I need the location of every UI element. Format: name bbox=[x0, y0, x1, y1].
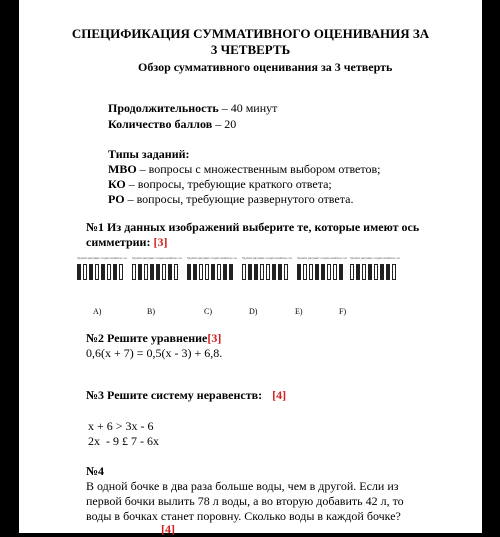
task1-label: симметрии: bbox=[86, 235, 154, 249]
figure-card bbox=[187, 256, 239, 302]
option-b: B) bbox=[147, 307, 155, 316]
figure-caption: Удалите рисунки: создать нечётное сол bbox=[350, 256, 400, 260]
task-type-abbr: КО bbox=[108, 177, 126, 191]
figure-glyphs bbox=[242, 264, 294, 280]
task-type-abbr: МВО bbox=[108, 162, 137, 176]
points-line bbox=[108, 117, 236, 132]
points-label: Количество баллов bbox=[108, 117, 213, 131]
task4-line-3: воды в бочках станет поровну. Сколько воды в каждой бочке? bbox=[86, 509, 401, 523]
task4-line-2: первой бочки вылить 78 л воды, а во вторую добавить 42 л, то bbox=[86, 494, 404, 508]
option-c: C) bbox=[204, 307, 212, 316]
option-f: F) bbox=[339, 307, 347, 316]
task1-score: [3] bbox=[153, 235, 168, 249]
figure-caption: Удалите рисунки: создать нечётное сол bbox=[187, 256, 237, 260]
duration-value: – 40 минут bbox=[218, 101, 278, 115]
figure-glyphs bbox=[132, 264, 184, 280]
points-value: – 20 bbox=[212, 117, 237, 131]
figure-card bbox=[350, 256, 402, 302]
task-type-text: – вопросы, требующие краткого ответа; bbox=[125, 177, 332, 191]
task2-score: [3] bbox=[207, 331, 222, 345]
document-page bbox=[19, 0, 482, 536]
symmetry-figures bbox=[77, 256, 402, 302]
task3-heading bbox=[86, 388, 286, 403]
task2-heading bbox=[86, 331, 221, 346]
figure-card bbox=[242, 256, 294, 302]
option-e: E) bbox=[295, 307, 303, 316]
task-type-text: – вопросы, требующие развернутого ответа. bbox=[124, 192, 354, 206]
task-type-mvo bbox=[108, 162, 380, 177]
task2-equation: 0,6(х + 7) = 0,5(х - 3) + 6,8. bbox=[86, 346, 223, 360]
task3-score: [4] bbox=[272, 388, 287, 402]
figure-glyphs bbox=[297, 264, 349, 280]
figure-caption: Удалите рисунки: создать нечётное сол bbox=[132, 256, 182, 260]
figure-caption: Удалите рисунки: создать нечётное сол bbox=[297, 256, 347, 260]
task3-label: №3 Решите систему неравенств: bbox=[86, 388, 263, 402]
task4-score: [4] bbox=[161, 522, 175, 536]
task-types-heading: Типы заданий: bbox=[108, 147, 190, 161]
figure-caption: Удалите рисунки: создать нечётное сол bbox=[242, 256, 292, 260]
task-type-text: – вопросы с множественным выбором ответов; bbox=[136, 162, 381, 176]
title-line-1: СПЕЦИФИКАЦИЯ СУММАТИВНОГО ОЦЕНИВАНИЯ ЗА bbox=[71, 26, 430, 41]
task-type-ko bbox=[108, 177, 332, 192]
figure-card bbox=[132, 256, 184, 302]
duration-line bbox=[108, 101, 277, 116]
figure-glyphs bbox=[187, 264, 239, 280]
task-type-abbr: РО bbox=[108, 192, 125, 206]
task3-inequality-1: x + 6 > 3x - 6 bbox=[88, 419, 154, 433]
figure-card bbox=[77, 256, 129, 302]
task4-line-1: В одной бочке в два раза больше воды, чем в другой. Если из bbox=[86, 479, 399, 493]
task4-heading: №4 bbox=[86, 464, 105, 478]
figure-glyphs bbox=[77, 264, 129, 280]
task1-line-2 bbox=[86, 235, 167, 250]
option-d: D) bbox=[249, 307, 258, 316]
task-type-ro bbox=[108, 192, 353, 207]
duration-label: Продолжительность bbox=[108, 101, 219, 115]
option-a: A) bbox=[93, 307, 102, 316]
task3-inequality-2: 2x - 9 £ 7 - 6x bbox=[88, 434, 159, 448]
subtitle: Обзор суммативного оценивания за 3 четверть bbox=[138, 60, 393, 74]
figure-card bbox=[297, 256, 349, 302]
task1-line-1: №1 Из данных изображений выберите те, которые имеют ось bbox=[86, 220, 420, 234]
title-line-2: 3 ЧЕТВЕРТЬ bbox=[210, 42, 291, 57]
figure-caption: Удалите рисунки: создать нечётное сол bbox=[77, 256, 127, 260]
task2-label: №2 Решите уравнение bbox=[86, 331, 208, 345]
figure-glyphs bbox=[350, 264, 402, 280]
